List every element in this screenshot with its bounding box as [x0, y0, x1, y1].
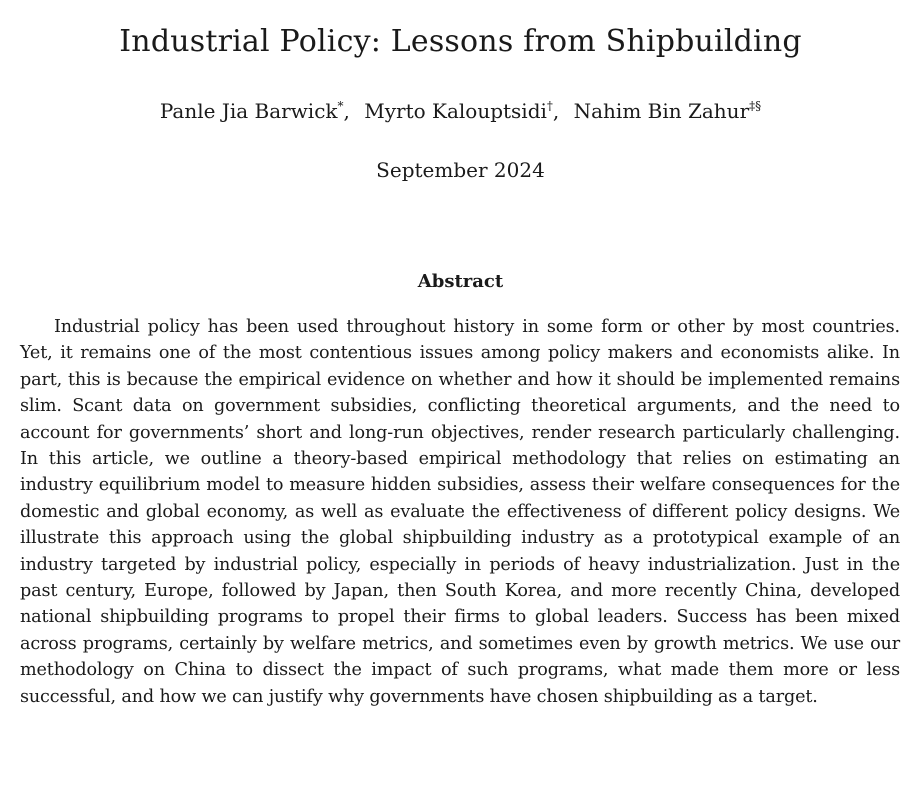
author-footnote-mark: ‡§ — [749, 99, 762, 113]
author-footnote-mark: * — [337, 99, 344, 113]
author-name: Nahim Bin Zahur — [573, 99, 750, 123]
author — [160, 99, 358, 123]
publication-date: September 2024 — [376, 158, 545, 182]
author-separator: , — [343, 99, 350, 123]
author-separator: , — [552, 99, 560, 123]
abstract-text: Industrial policy has been used throughout history in some form or other by most countries. Yet, it remains one of the most contentious issues among policy makers and economists alike. In part, this is because the empirical evidence on whether and how it should be implemented remains slim. Scant data on government subsidies, conflicting theoretical arguments, and the need to account for governments’ short and long-run objectives, render research particularly challenging. In this article, we outline a theory-based empirical methodology that relies on estimating an industry equilibrium model to measure hidden subsidies, assess their welfare consequences for the domestic and global economy, as well as evaluate the effectiveness of different policy designs. We illustrate this approach using the global shipbuilding industry as a prototypical example of an industry targeted by industrial policy, especially in periods of heavy industrialization. Just in the past century, Europe, followed by Japan, then South Korea, and more recently China, developed national shipbuilding programs to propel their firms to global leaders. Success has been mixed across programs, certainly by welfare metrics, and sometimes even by growth metrics. We use our methodology on China to dissect the impact of such programs, what made them more or less successful, and how we can justify why governments have chosen shipbuilding as a target. — [20, 317, 900, 707]
author-footnote-mark: † — [546, 99, 553, 113]
author-name: Myrto Kalouptsidi — [364, 99, 547, 123]
author-list — [0, 99, 921, 123]
author — [574, 99, 762, 123]
author — [364, 99, 567, 123]
paper-title: Industrial Policy: Lessons from Shipbuilding — [119, 24, 802, 59]
author-name: Panle Jia Barwick — [159, 99, 338, 123]
abstract-heading: Abstract — [417, 271, 504, 292]
